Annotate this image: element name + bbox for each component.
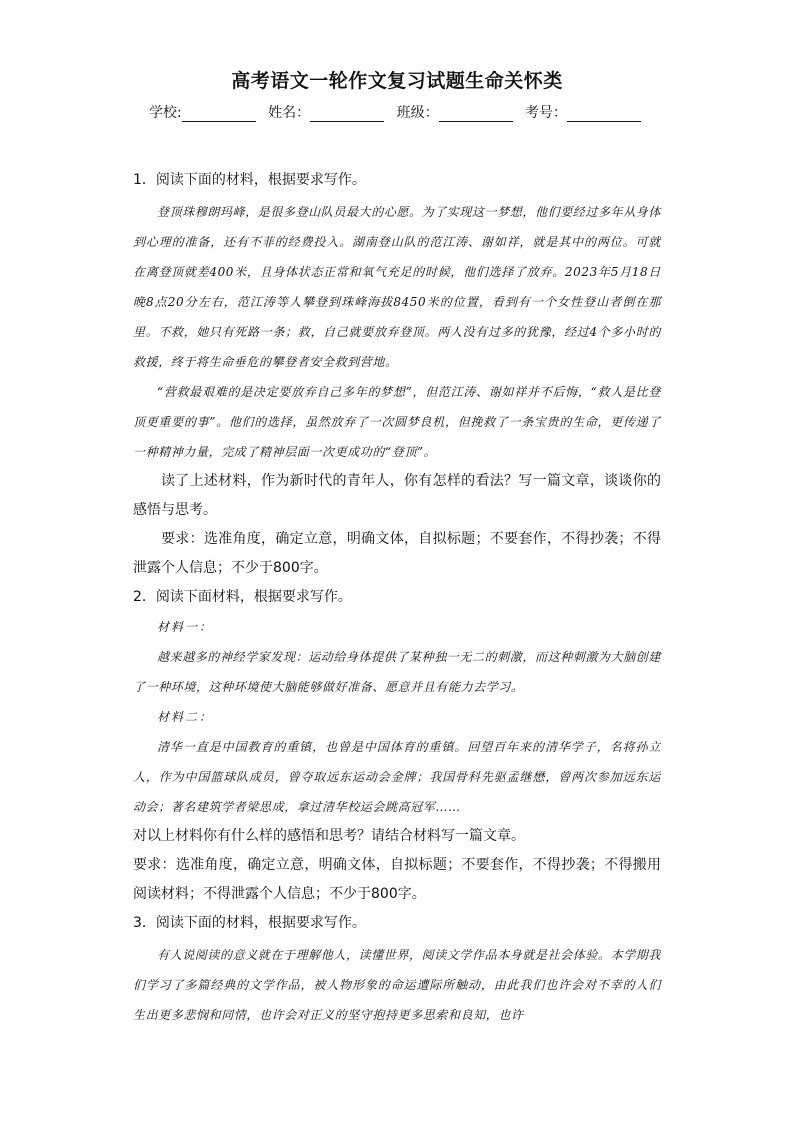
- question-1-heading: 1．阅读下面的材料，根据要求写作。: [133, 172, 366, 188]
- question-1-requirement: 要求：选准角度，确定立意，明确文体，自拟标题；不要套作，不得抄袭；不得泄露个人信息；不少于800字。: [133, 531, 661, 576]
- name-field[interactable]: [268, 102, 388, 122]
- question-1: [133, 166, 661, 583]
- question-2: [133, 583, 661, 909]
- school-label: 学校:: [148, 105, 182, 121]
- school-field[interactable]: [149, 102, 260, 122]
- student-info-line: [0, 102, 794, 122]
- questions: [133, 166, 661, 1030]
- exam-no-field[interactable]: [525, 102, 645, 122]
- question-1-material-p1: 登顶珠穆朗玛峰，是很多登山队员最大的心愿。为了实现这一梦想，他们要经过多年从身体到心理的准备，还有不菲的经费投入。湖南登山队的范江涛、谢如祥，就是其中的两位。可就在离登顶就差400米，且身体状态正常和氧气充足的时候，他们选择了放弃。2023年5月18日晚8点20分左右，范江涛等人攀登到珠峰海拔8450米的位置，看到有一个女性登山者倒在那里。不救，她只有死路一条；救，自己就要放弃登顶。两人没有过多的犹豫，经过4个多小时的救援，终于将生命垂危的攀登者安全救到营地。: [133, 205, 662, 369]
- page-title: 高考语文一轮作文复习试题生命关怀类: [231, 70, 563, 92]
- question-1-material-p2: “营救最艰难的是决定要放弃自己多年的梦想”，但范江涛、谢如祥并不后悔，“救人是比登顶更重要的事”。他们的选择，虽然放弃了一次圆梦良机，但挽救了一条宝贵的生命，更传递了一种精神力量，完成了精神层面一次更成功的“登顶”。: [133, 385, 661, 459]
- question-3-material: 有人说阅读的意义就在于理解他人，读懂世界，阅读文学作品本身就是社会体验。本学期我们学习了多篇经典的文学作品，被人物形象的命运遭际所触动，由此我们也许会对不幸的人们生出更多悲悯和同情，也许会对正义的坚守抱持更多思索和良知，也许: [133, 948, 662, 1022]
- question-2-material-1-label: 材料一：: [157, 620, 214, 634]
- question-2-prompt: 对以上材料你有什么样的感悟和思考？请结合材料写一篇文章。: [133, 828, 525, 844]
- class-field[interactable]: [397, 102, 517, 122]
- question-3-heading: 3．阅读下面的材料，根据要求写作。: [133, 915, 366, 931]
- name-label: 姓名：: [268, 105, 311, 121]
- class-label: 班级：: [396, 105, 439, 121]
- exam-no-blank[interactable]: [567, 107, 641, 122]
- name-blank[interactable]: [310, 107, 384, 122]
- question-3: [133, 909, 661, 1030]
- question-2-material-2: 清华一直是中国教育的重镇，也曾是中国体育的重镇。回望百年来的清华学子，名将孙立人，作为中国篮球队成员，曾夺取远东运动会金牌；我国骨科先驱孟继懋，曾两次参加远东运动会；著名建筑学者梁思成，拿过清华校运会跳高冠军……: [133, 740, 661, 814]
- question-2-material-1: 越来越多的神经学家发现：运动给身体提供了某种独一无二的刺激，而这种刺激为大脑创建了一种环境，这种环境使大脑能够做好准备、愿意并且有能力去学习。: [133, 650, 662, 694]
- class-blank[interactable]: [439, 107, 513, 122]
- exam-no-label: 考号：: [525, 105, 568, 121]
- school-blank[interactable]: [182, 107, 256, 122]
- question-2-heading: 2．阅读下面材料，根据要求写作。: [133, 589, 352, 605]
- question-2-material-2-label: 材料二：: [157, 710, 214, 724]
- question-2-requirement: 要求：选准角度，确定立意，明确文体，自拟标题；不要套作，不得抄袭；不得搬用阅读材料；不得泄露个人信息；不少于800字。: [133, 857, 661, 902]
- question-1-prompt: 读了上述材料，作为新时代的青年人，你有怎样的看法？写一篇文章，谈谈你的感悟与思考。: [133, 473, 661, 518]
